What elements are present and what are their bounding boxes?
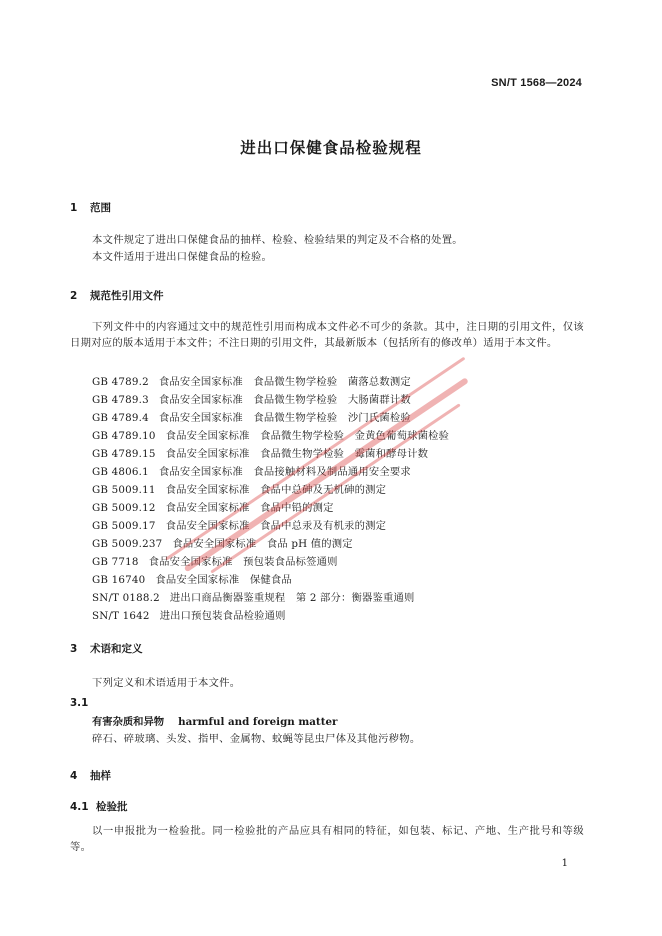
- reference-item: [92, 607, 449, 625]
- reference-code: GB 5009.237: [92, 538, 163, 550]
- document-title: 进出口保健食品检验规程: [240, 139, 422, 157]
- terms-intro-paragraph: 下列定义和术语适用于本文件。: [92, 677, 241, 689]
- page-number: 1: [561, 858, 568, 869]
- reference-code: SN/T 1642: [92, 610, 150, 622]
- reference-code: GB 4789.10: [92, 430, 156, 442]
- reference-code: GB 7718: [92, 556, 139, 568]
- reference-title: 食品安全国家标准 食品 pH 值的测定: [172, 538, 353, 550]
- reference-code: GB 4789.3: [92, 394, 149, 406]
- section-title: 检验批: [96, 801, 128, 813]
- term-definition: 碎石、碎玻璃、头发、指甲、金属物、蚊蝇等昆虫尸体及其他污秽物。: [92, 733, 421, 745]
- reference-title: 食品安全国家标准 食品中总汞及有机汞的测定: [165, 520, 387, 532]
- reference-item: [92, 409, 449, 427]
- reference-item: [92, 517, 449, 535]
- reference-title: 食品安全国家标准 保健食品: [155, 574, 292, 586]
- reference-title: 食品安全国家标准 食品微生物学检验 霉菌和酵母计数: [165, 448, 429, 460]
- batch-paragraph: 以一申报批为一检验批。同一检验批的产品应具有相同的特征，如包装、标记、产地、生产批号和等级等。: [70, 825, 584, 853]
- reference-code: GB 4789.4: [92, 412, 149, 424]
- reference-title: 进出口商品衡器鉴重规程 第 2 部分：衡器鉴重通则: [169, 592, 415, 604]
- reference-item: [92, 481, 449, 499]
- reference-item: [92, 391, 449, 409]
- reference-item: [92, 373, 449, 391]
- reference-code: GB 5009.17: [92, 520, 156, 532]
- reference-title: 食品安全国家标准 食品微生物学检验 金黄色葡萄球菌检验: [165, 430, 450, 442]
- scope-paragraph-1: 本文件规定了进出口保健食品的抽样、检验、检验结果的判定及不合格的处置。: [92, 234, 463, 246]
- reference-title: 食品安全国家标准 食品微生物学检验 菌落总数测定: [158, 376, 411, 388]
- reference-code: GB 4806.1: [92, 466, 149, 478]
- reference-list: [92, 373, 449, 625]
- section-4-1-heading: [70, 799, 128, 814]
- normative-intro-paragraph: 下列文件中的内容通过文中的规范性引用而构成本文件必不可少的条款。其中，注日期的引用文件，仅该日期对应的版本适用于本文件；不注日期的引用文件，其最新版本（包括所有的修改单）适用于本文件。: [70, 321, 584, 349]
- section-number: 4: [70, 770, 78, 782]
- section-2-heading: [70, 288, 164, 303]
- reference-item: [92, 571, 449, 589]
- section-number: 1: [70, 202, 78, 214]
- reference-item: [92, 445, 449, 463]
- reference-title: 食品安全国家标准 食品中铅的测定: [165, 502, 334, 514]
- document-code: SN/T 1568—2024: [491, 77, 582, 89]
- reference-title: 食品安全国家标准 食品微生物学检验 大肠菌群计数: [158, 394, 411, 406]
- reference-title: 进出口预包装食品检验通则: [159, 610, 286, 622]
- reference-code: GB 5009.11: [92, 484, 156, 496]
- reference-title: 食品安全国家标准 预包装食品标签通则: [148, 556, 338, 568]
- section-title: 术语和定义: [90, 643, 143, 655]
- section-1-heading: [70, 200, 111, 215]
- reference-item: [92, 589, 449, 607]
- section-3-heading: [70, 641, 143, 656]
- reference-item: [92, 463, 449, 481]
- reference-item: [92, 499, 449, 517]
- section-title: 抽样: [90, 770, 111, 782]
- section-number: 4.1: [70, 801, 89, 813]
- section-title: 规范性引用文件: [90, 290, 164, 302]
- term-number: 3.1: [70, 697, 89, 709]
- reference-code: GB 4789.15: [92, 448, 156, 460]
- section-title: 范围: [90, 202, 111, 214]
- reference-item: [92, 427, 449, 445]
- reference-title: 食品安全国家标准 食品接触材料及制品通用安全要求: [158, 466, 411, 478]
- section-4-heading: [70, 768, 111, 783]
- reference-code: GB 5009.12: [92, 502, 156, 514]
- reference-item: [92, 553, 449, 571]
- reference-title: 食品安全国家标准 食品微生物学检验 沙门氏菌检验: [158, 412, 411, 424]
- section-number: 2: [70, 290, 78, 302]
- reference-title: 食品安全国家标准 食品中总砷及无机砷的测定: [165, 484, 387, 496]
- reference-item: [92, 535, 449, 553]
- reference-code: GB 4789.2: [92, 376, 149, 388]
- reference-code: SN/T 0188.2: [92, 592, 160, 604]
- section-number: 3: [70, 643, 78, 655]
- reference-code: GB 16740: [92, 574, 146, 586]
- scope-paragraph-2: 本文件适用于进出口保健食品的检验。: [92, 251, 273, 263]
- term-heading: [92, 713, 337, 728]
- term-english: harmful and foreign matter: [178, 716, 338, 728]
- term-chinese: 有害杂质和异物: [92, 716, 165, 728]
